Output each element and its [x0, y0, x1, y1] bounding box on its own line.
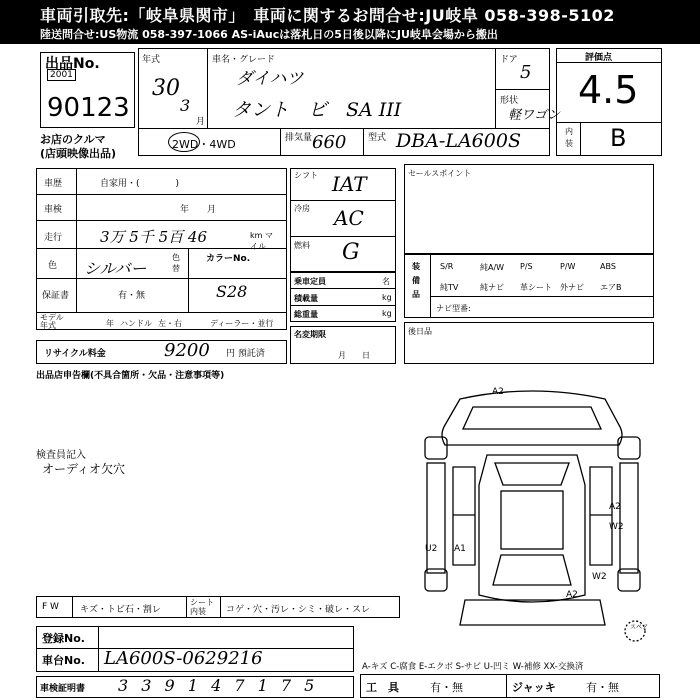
- exhibit-box: [40, 52, 135, 128]
- color-label: 色: [48, 261, 58, 271]
- mileage-label: 走行: [44, 233, 63, 243]
- chassis-value: LA600S-0629216: [104, 648, 263, 669]
- inspection-unit: 年 月: [180, 205, 217, 215]
- door-value: 5: [520, 62, 532, 83]
- equipment-item-1-2: 純A/W: [480, 263, 505, 272]
- door-label: ドア: [500, 55, 518, 65]
- type-label: 型式: [368, 133, 387, 143]
- seat-items: コゲ・穴・汚レ・シミ・破レ・スレ: [226, 605, 371, 615]
- mark-w2-lower: W2: [592, 572, 607, 582]
- load-unit: kg: [382, 293, 392, 302]
- equipment-item-1-5: ABS: [600, 262, 616, 271]
- fw-label: F W: [42, 602, 59, 612]
- inspector-note: オーディオ欠穴: [42, 462, 126, 476]
- maker-value: ダイハツ: [236, 69, 304, 89]
- seat-label: シート内装: [190, 598, 214, 616]
- score-value: 4.5: [578, 68, 639, 112]
- car-diagram: [405, 385, 660, 645]
- equipment-label: 装備品: [412, 262, 420, 299]
- mark-u2-left: U2: [425, 544, 438, 554]
- load-label: 積載量: [294, 294, 318, 303]
- type-value: DBA-LA600S: [396, 130, 521, 152]
- header-line-1: 車両引取先:「岐阜県関市」 車両に関するお問合せ:JU岐阜 058-398-5102: [40, 6, 615, 25]
- handle-value: 左・右: [158, 319, 182, 328]
- spare-label: スペア: [630, 624, 649, 631]
- model-year-label: モデル年式: [40, 313, 64, 330]
- color-change: 色替: [172, 253, 180, 273]
- warranty-value: 有・無: [118, 291, 146, 301]
- equipment-item-2-5: エアB: [600, 283, 622, 292]
- legend-codes: A-キズ C-腐食 E-エクボ S-サビ U-凹ミ W-補修 XX-交換済: [362, 662, 584, 672]
- mark-a2-rear: A2: [566, 590, 578, 600]
- mark-w2-right: W2: [609, 522, 624, 532]
- sales-label: セールスポイント: [408, 169, 472, 178]
- aftermarket-label: 後日品: [408, 327, 432, 336]
- mark-a2-top: A2: [492, 387, 504, 397]
- header-line-2: 陸送問合せ:US物流 058-397-1066 AS-iAucは落札日の5日後以降にJU岐阜会場から搬出: [40, 28, 498, 41]
- navi-label: ナビ型番:: [436, 304, 471, 313]
- declaration-label: 出品店申告欄(不具合箇所・欠品・注意事項等): [36, 371, 225, 381]
- month-unit: 月: [196, 117, 206, 127]
- history-value: 自家用・( ): [100, 179, 180, 189]
- equipment-item-2-1: 純TV: [440, 283, 459, 292]
- reg-change-label: 名変期限: [294, 330, 326, 339]
- shape-value: 軽ワゴン: [508, 108, 561, 123]
- interior-label: 内装: [565, 127, 573, 148]
- exhibit-number: 90123: [47, 93, 130, 123]
- fw-items: キズ・トビ石・割レ: [80, 605, 161, 615]
- history-label: 車歴: [44, 179, 63, 189]
- ac-label: 冷房: [294, 204, 310, 213]
- fuel-label: 燃料: [294, 241, 310, 250]
- interior-value: B: [610, 124, 627, 152]
- name-label: 車名・グレード: [212, 55, 276, 65]
- weight-unit: kg: [382, 309, 392, 318]
- capacity-unit: 名: [382, 277, 390, 286]
- reg-change-unit: 月 日: [338, 351, 370, 360]
- score-label: 評価点: [585, 53, 613, 63]
- drive-circle: [168, 132, 200, 152]
- year-value: 30: [152, 76, 180, 101]
- inspector-label: 検査員記入: [36, 450, 86, 461]
- capacity-label: 乗車定員: [294, 277, 326, 286]
- mark-a2-right: A2: [609, 502, 621, 512]
- ac-value: AC: [334, 206, 364, 230]
- shift-label: シフト: [294, 171, 318, 180]
- jack-value: 有・無: [586, 681, 619, 694]
- equipment-item-1-3: P/S: [520, 262, 533, 271]
- month-value: 3: [180, 96, 191, 115]
- header-bar: [0, 0, 700, 44]
- recycle-label: リサイクル料金: [44, 349, 106, 359]
- model-value: タント ビ SA III: [232, 99, 402, 121]
- recycle-unit: 円 預託済: [226, 349, 265, 359]
- aftermarket-box: [404, 322, 654, 364]
- displacement-value: 660: [312, 132, 347, 153]
- model-year-unit: 年: [106, 319, 114, 328]
- fuel-value: G: [342, 240, 360, 265]
- shape-label: 形状: [500, 96, 519, 106]
- jack-label: ジャッキ: [512, 681, 556, 694]
- chassis-label: 車台No.: [42, 654, 85, 667]
- shop-car-line-1: お店のクルマ: [40, 133, 106, 146]
- tools-label: 工 具: [366, 681, 399, 694]
- handle-label: ハンドル: [120, 319, 152, 328]
- equipment-item-2-3: 革シート: [520, 283, 552, 292]
- cert-value: 3 3 9 1 4 7 1 7 5: [118, 676, 319, 695]
- reg-label: 登録No.: [42, 632, 85, 645]
- warranty-label: 保証書: [42, 291, 70, 301]
- exhibit-year-code: 2001: [47, 69, 76, 81]
- shift-value: IAT: [332, 172, 367, 196]
- shop-car-line-2: (店頭映像出品): [40, 147, 117, 160]
- cert-label: 車検証明書: [40, 684, 86, 694]
- colorno-label: カラーNo.: [206, 254, 251, 264]
- exhibit-label: 出品No.: [45, 56, 100, 72]
- drive-text: 2WD・4WD: [172, 138, 236, 151]
- mileage-value: 3万 5千 5百 46: [100, 228, 208, 246]
- year-label: 年式: [142, 55, 161, 65]
- displacement-label: 排気量: [285, 133, 313, 143]
- equipment-item-2-2: 純ナビ: [480, 283, 504, 292]
- mileage-unit: km マイル: [250, 231, 273, 251]
- color-value: シルバー: [84, 259, 147, 278]
- dealer-label: ディーラー・並行: [210, 319, 274, 328]
- equipment-item-2-4: 外ナビ: [560, 283, 584, 292]
- mark-a1-left: A1: [454, 544, 466, 554]
- inspection-label: 車検: [44, 205, 63, 215]
- tools-value: 有・無: [430, 681, 463, 694]
- weight-label: 総重量: [294, 310, 318, 319]
- equipment-item-1-4: P/W: [560, 262, 576, 271]
- recycle-value: 9200: [164, 340, 210, 361]
- equipment-item-1-1: S/R: [440, 262, 454, 271]
- colorno-value: S28: [216, 282, 248, 301]
